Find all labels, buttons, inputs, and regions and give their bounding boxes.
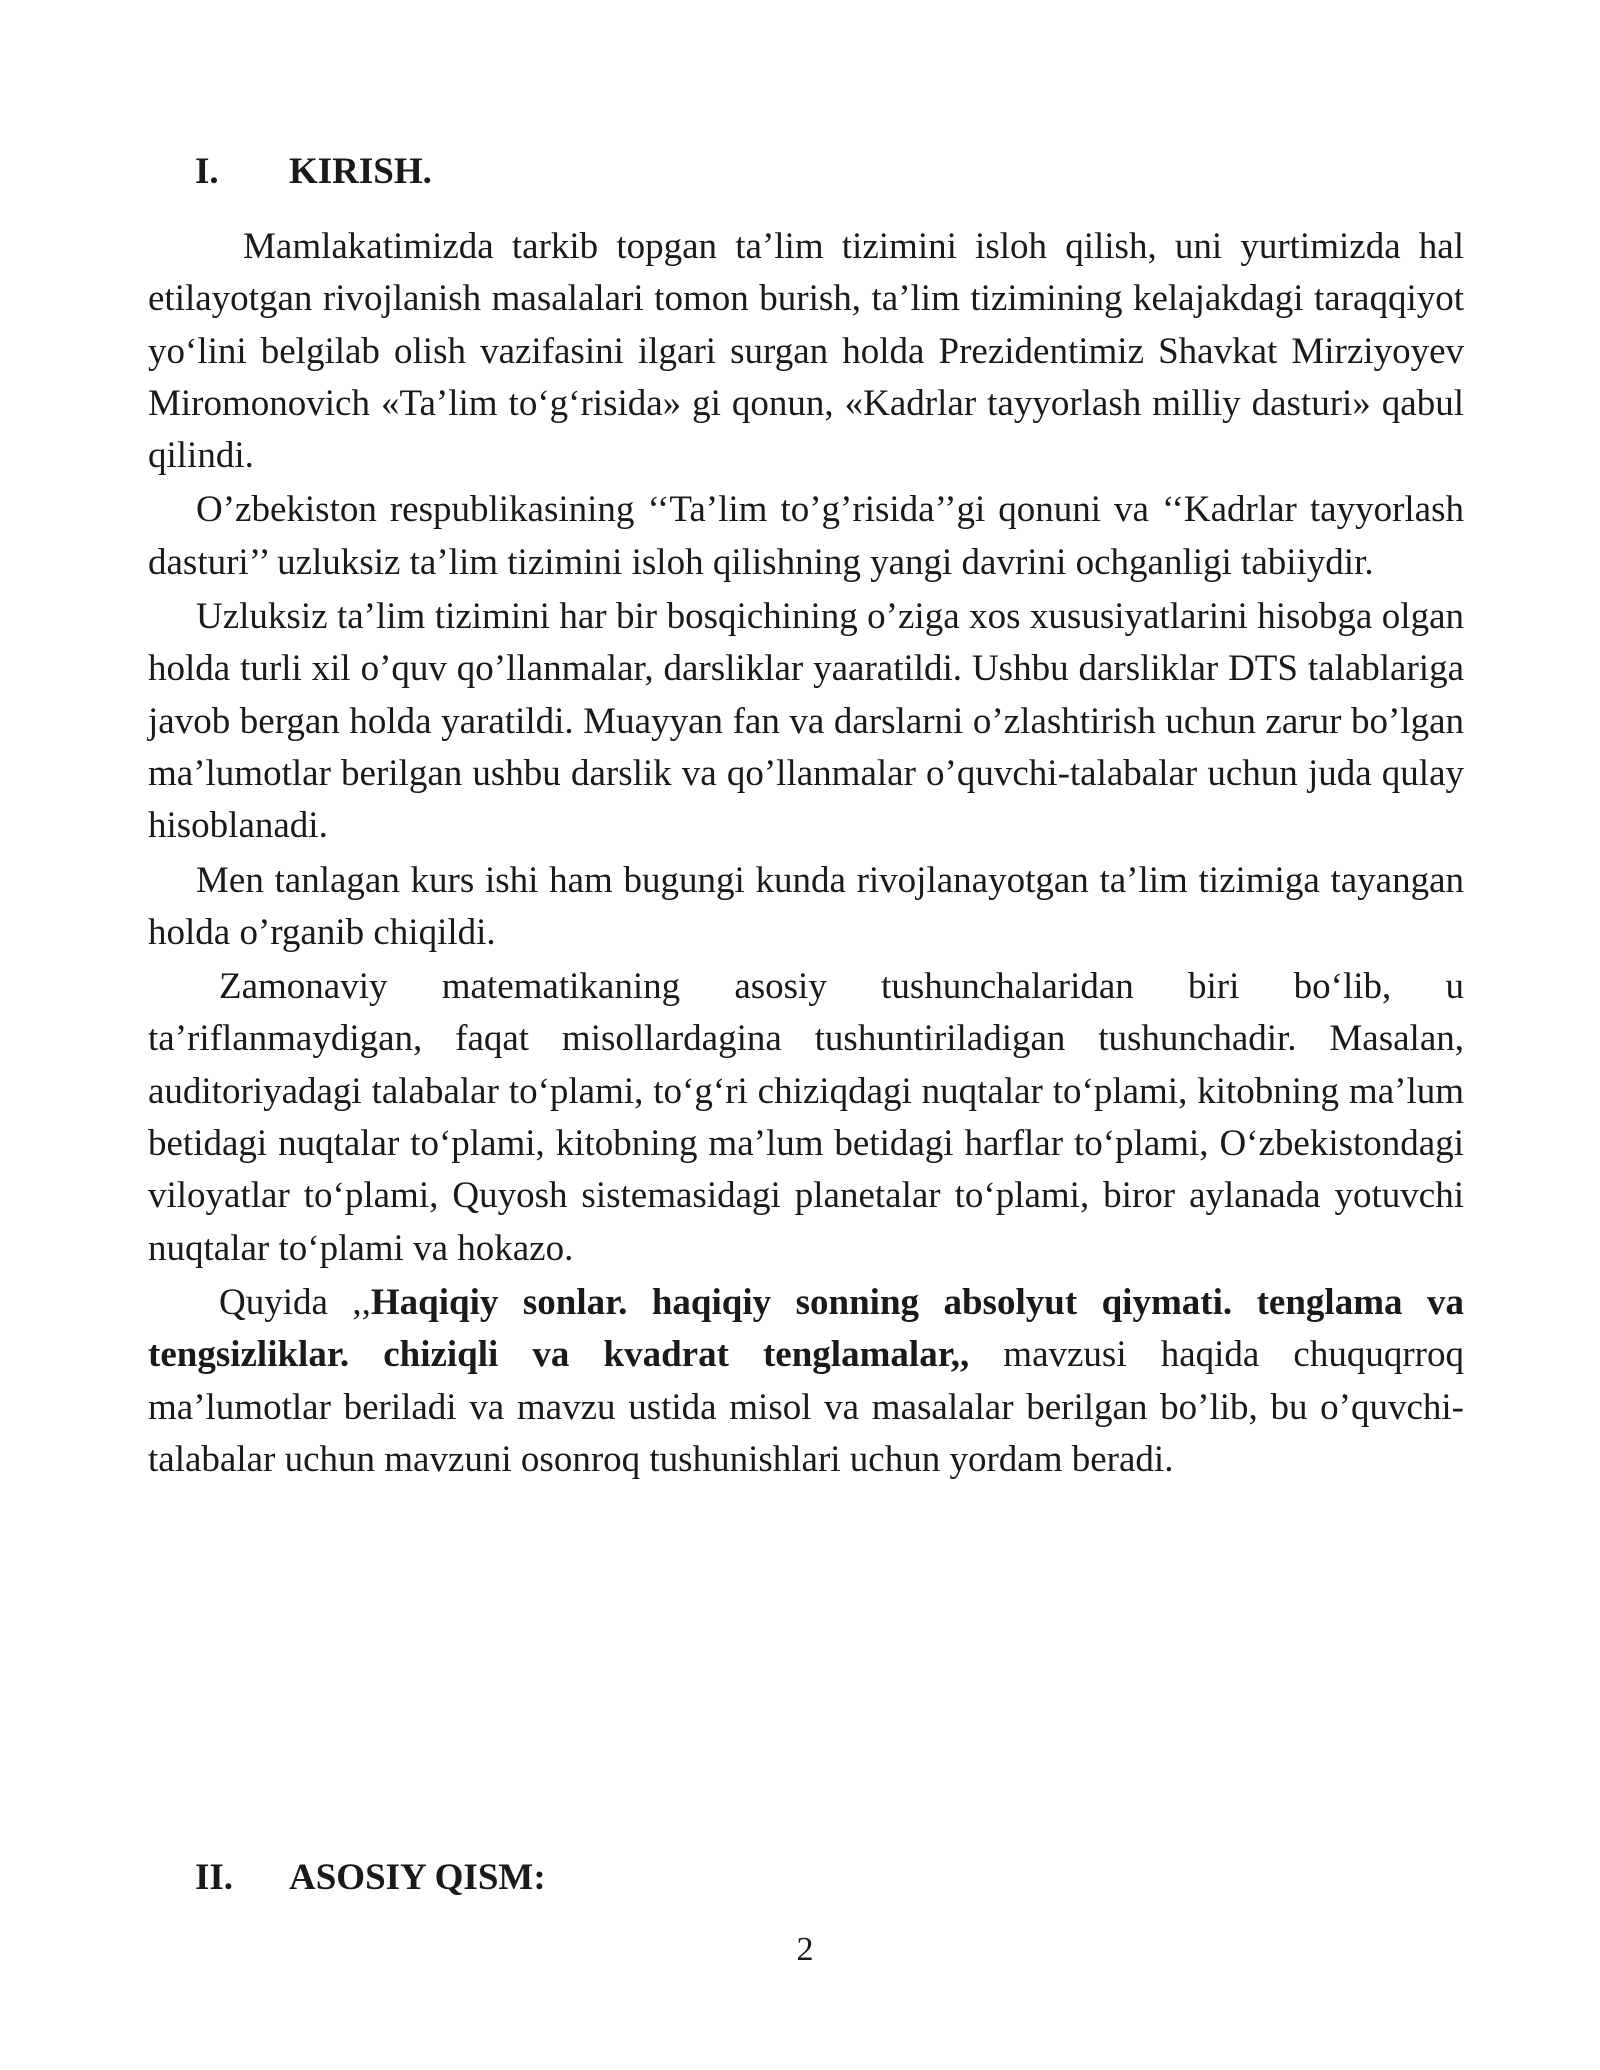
paragraph-6 — [148, 1277, 1464, 1486]
paragraph-6-end: mavzusi haqida chuquqrroq ma’lumotlar beriladi va mavzu ustida misol va masalalar berilgan bo’lib, bu o’quvchi-talabalar uchun mavzuni osonroq tushunishlari uchun yordam beradi. — [148, 1334, 1464, 1480]
paragraph-3: Uzluksiz ta’lim tizimini har bir bosqichining o’ziga xos xususiyatlarini hisobga olgan holda turli xil o’quv qo’llanmalar, darsliklar yaaratildi. Ushbu darsliklar DTS talablariga javob bergan holda yaratildi. Muayyan fan va darslarni o’zlashtirish uchun zarur bo’lgan ma’lumotlar berilgan ushbu darslik va qo’llanmalar o’quvchi-talabalar uchun juda qulay hisoblanadi. — [148, 596, 1464, 847]
body-text — [148, 221, 1464, 1488]
page-number: 2 — [796, 1931, 814, 1968]
paragraph-6-start: Quyida ,, — [219, 1281, 371, 1323]
section-heading-kirish — [195, 150, 432, 194]
paragraph-4: Men tanlagan kurs ishi ham bugungi kunda rivojlanayotgan ta’lim tizimiga tayangan holda o’rganib chiqildi. — [148, 859, 1464, 953]
topic-title-bold: Haqiqiy sonlar. haqiqiy sonning absolyut qiymati. tenglama va tengsizliklar. chiziqli va kvadrat tenglamalar,, — [148, 1281, 1464, 1376]
section-heading-asosiy-qism — [195, 1856, 546, 1900]
paragraph-5: Zamonaviy matematikaning asosiy tushunchalaridan biri bo‘lib, u ta’riflanmaydigan, faqat misollardagina tushuntiriladigan tushunchadir. Masalan, auditoriyadagi talabalar to‘plami, to‘g‘ri chiziqdagi nuqtalar to‘plami, kitobning ma’lum betidagi nuqtalar to‘plami, kitobning ma’lum betidagi harflar to‘plami, O‘zbekistondagi viloyatlar to‘plami, Quyosh sistemasidagi planetalar to‘plami, biror aylanada yotuvchi nuqtalar to‘plami va hokazo. — [148, 966, 1464, 1269]
section-title: KIRISH. — [289, 151, 432, 192]
section-number: I. — [195, 151, 219, 192]
paragraph-2: O’zbekiston respublikasining ‘‘Ta’lim to’g’risida’’gi qonuni va ‘‘Kadrlar tayyorlash dasturi’’ uzluksiz ta’lim tizimini isloh qilishning yangi davrini ochganligi tabiiydir. — [148, 489, 1464, 583]
section-number: II. — [195, 1857, 234, 1898]
paragraph-1: Mamlakatimizda tarkib topgan ta’lim tizimini isloh qilish, uni yurtimizda hal etilayotgan rivojlanish masalalari tomon burish, ta’lim tizimining kelajakdagi taraqqiyot yo‘lini belgilab olish vazifasini ilgari surgan holda Prezidentimiz Shavkat Mirziyoyev Miromonovich «Ta’lim to‘g‘risida» gi qonun, «Kadrlar tayyorlash milliy dasturi» qabul qilindi. — [148, 226, 1464, 477]
section-title: ASOSIY QISM: — [289, 1857, 546, 1898]
